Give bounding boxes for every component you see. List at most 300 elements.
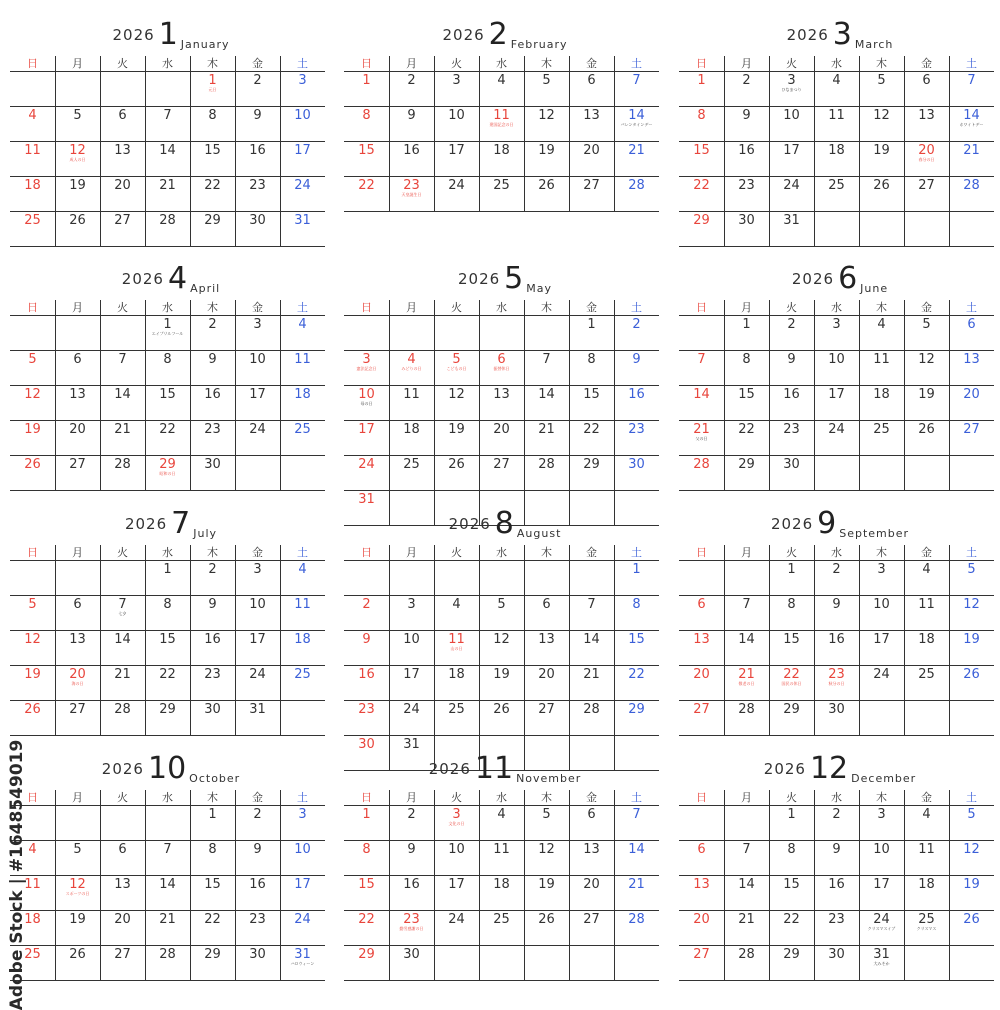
- day-cell: 28: [738, 947, 755, 962]
- day-cell: 2: [253, 73, 262, 88]
- day-cell: 18: [448, 667, 465, 682]
- grid-line: [389, 300, 390, 525]
- day-cell: 12: [24, 387, 41, 402]
- day-cell: 20: [583, 143, 600, 158]
- day-cell: 25: [918, 912, 935, 927]
- weekday-header: 水: [496, 301, 507, 314]
- day-cell: 6: [587, 807, 596, 822]
- weekday-header: 木: [541, 546, 552, 559]
- weekday-header: 日: [27, 301, 38, 314]
- day-cell: 13: [583, 842, 600, 857]
- day-cell: 28: [114, 457, 131, 472]
- day-cell: 28: [693, 457, 710, 472]
- day-cell: 17: [403, 667, 420, 682]
- month-header: [679, 8, 1000, 54]
- day-cell: 10: [873, 842, 890, 857]
- day-cell: 25: [24, 213, 41, 228]
- grid-line: [344, 700, 659, 701]
- month-number: 3: [832, 17, 852, 52]
- day-cell: 3: [832, 317, 841, 332]
- day-cell: 19: [918, 387, 935, 402]
- day-cell: 19: [538, 143, 555, 158]
- day-cell: 29: [783, 947, 800, 962]
- day-cell: 11: [294, 352, 311, 367]
- day-cell: 19: [69, 912, 86, 927]
- day-cell: 9: [253, 842, 262, 857]
- day-cell: 30: [628, 457, 645, 472]
- month-header: [344, 742, 666, 788]
- grid-line: [10, 106, 325, 107]
- weekday-header: 金: [921, 301, 932, 314]
- watermark-text: Adobe Stock | #1648549019: [7, 739, 27, 1010]
- grid-line: [10, 455, 325, 456]
- day-cell: 29: [358, 947, 375, 962]
- weekday-header: 土: [297, 57, 308, 70]
- weekday-header: 火: [117, 57, 128, 70]
- weekday-header: 木: [876, 546, 887, 559]
- day-cell: 1: [742, 317, 751, 332]
- day-cell: 3: [407, 597, 416, 612]
- grid-line: [344, 176, 659, 177]
- grid-line: [10, 71, 325, 72]
- month-header: [679, 742, 1000, 788]
- weekday-header: 日: [27, 546, 38, 559]
- day-cell: 17: [828, 387, 845, 402]
- grid-line: [679, 141, 994, 142]
- grid-line: [10, 665, 325, 666]
- day-cell: 9: [208, 352, 217, 367]
- day-note: 憲法記念日: [356, 366, 377, 371]
- grid-line: [679, 106, 994, 107]
- day-cell: 13: [538, 632, 555, 647]
- day-cell: 16: [204, 632, 221, 647]
- weekday-header: 日: [27, 791, 38, 804]
- month-header: [10, 8, 332, 54]
- day-cell: 30: [204, 457, 221, 472]
- month-header: [10, 252, 332, 298]
- day-cell: 8: [208, 108, 217, 123]
- day-cell: 17: [249, 632, 266, 647]
- day-cell: 20: [114, 912, 131, 927]
- weekday-header: 金: [252, 301, 263, 314]
- day-cell: 21: [628, 143, 645, 158]
- day-cell: 6: [697, 842, 706, 857]
- day-cell: 16: [358, 667, 375, 682]
- day-cell: 2: [407, 807, 416, 822]
- day-cell: 5: [28, 352, 37, 367]
- weekday-header: 水: [496, 57, 507, 70]
- stock-watermark: [2, 739, 32, 1010]
- day-cell: 12: [963, 597, 980, 612]
- month-september: [679, 497, 1000, 737]
- day-cell: 25: [403, 457, 420, 472]
- weekday-header: 月: [741, 57, 752, 70]
- day-cell: 15: [204, 877, 221, 892]
- day-note: 七夕: [118, 611, 127, 616]
- day-cell: 24: [873, 667, 890, 682]
- weekday-header: 金: [921, 57, 932, 70]
- grid-line: [679, 665, 994, 666]
- day-cell: 20: [69, 422, 86, 437]
- day-cell: 18: [918, 877, 935, 892]
- month-name: June: [860, 282, 889, 295]
- day-cell: 13: [114, 143, 131, 158]
- day-cell: 26: [24, 457, 41, 472]
- month-number: 2: [488, 17, 508, 52]
- day-cell: 4: [298, 562, 307, 577]
- day-cell: 24: [873, 912, 890, 927]
- weekday-header: 日: [696, 57, 707, 70]
- day-cell: 18: [493, 143, 510, 158]
- day-cell: 26: [538, 912, 555, 927]
- grid-line: [344, 71, 659, 72]
- day-cell: 4: [497, 807, 506, 822]
- year-label: 2026: [457, 270, 501, 288]
- day-cell: 16: [204, 387, 221, 402]
- day-note: 建国記念の日: [489, 122, 514, 127]
- grid-line: [344, 141, 659, 142]
- day-note: 山の日: [450, 646, 463, 651]
- month-header: [679, 497, 1000, 543]
- weekday-header: 金: [586, 546, 597, 559]
- weekday-header: 土: [631, 546, 642, 559]
- weekday-header: 土: [631, 301, 642, 314]
- day-note: スポーツの日: [65, 891, 90, 896]
- day-cell: 13: [493, 387, 510, 402]
- weekday-header: 金: [586, 57, 597, 70]
- day-cell: 7: [697, 352, 706, 367]
- day-cell: 31: [783, 213, 800, 228]
- weekday-header: 金: [252, 546, 263, 559]
- day-cell: 2: [208, 562, 217, 577]
- day-cell: 25: [828, 178, 845, 193]
- day-cell: 12: [24, 632, 41, 647]
- day-cell: 23: [249, 912, 266, 927]
- day-cell: 29: [204, 947, 221, 962]
- day-cell: 3: [362, 352, 371, 367]
- day-cell: 1: [632, 562, 641, 577]
- day-cell: 24: [294, 178, 311, 193]
- day-note: 勤労感謝の日: [399, 926, 424, 931]
- day-cell: 4: [922, 562, 931, 577]
- day-note: 文化の日: [448, 821, 465, 826]
- grid-line: [479, 300, 480, 525]
- day-cell: 28: [628, 178, 645, 193]
- grid-line: [10, 141, 325, 142]
- month-november: [344, 742, 666, 982]
- weekday-header: 火: [451, 791, 462, 804]
- day-cell: 3: [298, 807, 307, 822]
- day-cell: 10: [249, 597, 266, 612]
- day-cell: 21: [693, 422, 710, 437]
- month-august: [344, 497, 666, 752]
- day-cell: 27: [583, 912, 600, 927]
- day-cell: 22: [583, 422, 600, 437]
- day-cell: 1: [208, 73, 217, 88]
- day-cell: 19: [538, 877, 555, 892]
- month-march: [679, 8, 1000, 248]
- month-number: 11: [474, 751, 514, 786]
- day-note: 元日: [208, 87, 217, 92]
- day-cell: 3: [298, 73, 307, 88]
- weekday-header: 木: [207, 57, 218, 70]
- day-cell: 19: [963, 877, 980, 892]
- day-cell: 8: [787, 842, 796, 857]
- weekday-header: 日: [696, 546, 707, 559]
- day-cell: 7: [163, 842, 172, 857]
- day-cell: 9: [787, 352, 796, 367]
- day-cell: 20: [69, 667, 86, 682]
- day-cell: 20: [493, 422, 510, 437]
- weekday-header: 金: [586, 301, 597, 314]
- day-cell: 1: [697, 73, 706, 88]
- day-cell: 18: [918, 632, 935, 647]
- day-cell: 2: [407, 73, 416, 88]
- month-number: 4: [167, 261, 188, 296]
- day-cell: 5: [967, 562, 976, 577]
- day-cell: 2: [253, 807, 262, 822]
- day-cell: 16: [403, 877, 420, 892]
- day-cell: 9: [632, 352, 641, 367]
- day-cell: 4: [922, 807, 931, 822]
- month-february: [344, 8, 666, 248]
- day-cell: 27: [69, 457, 86, 472]
- weekday-header: 土: [966, 546, 977, 559]
- grid-line: [434, 545, 435, 770]
- month-name: March: [854, 38, 894, 51]
- day-cell: 19: [24, 422, 41, 437]
- weekday-header: 月: [72, 546, 83, 559]
- day-cell: 11: [24, 877, 41, 892]
- day-cell: 19: [963, 632, 980, 647]
- day-cell: 9: [832, 597, 841, 612]
- day-cell: 25: [493, 912, 510, 927]
- grid-line: [10, 700, 325, 701]
- day-cell: 29: [159, 702, 176, 717]
- day-note: ホワイトデー: [959, 122, 984, 127]
- day-cell: 24: [448, 178, 465, 193]
- day-cell: 5: [967, 807, 976, 822]
- weekday-header: 日: [361, 57, 372, 70]
- grid-line: [679, 840, 994, 841]
- day-cell: 29: [204, 213, 221, 228]
- day-note: 海の日: [71, 681, 84, 686]
- grid-line: [679, 910, 994, 911]
- day-cell: 26: [24, 702, 41, 717]
- day-cell: 31: [873, 947, 890, 962]
- day-cell: 4: [28, 842, 37, 857]
- weekday-header: 火: [786, 791, 797, 804]
- weekday-header: 月: [406, 791, 417, 804]
- grid-line: [344, 665, 659, 666]
- day-cell: 4: [452, 597, 461, 612]
- day-cell: 12: [873, 108, 890, 123]
- day-cell: 23: [204, 422, 221, 437]
- day-cell: 16: [738, 143, 755, 158]
- month-name: July: [193, 527, 218, 540]
- day-cell: 8: [163, 352, 172, 367]
- grid-line: [344, 420, 659, 421]
- day-cell: 21: [114, 422, 131, 437]
- day-cell: 24: [294, 912, 311, 927]
- day-cell: 8: [632, 597, 641, 612]
- day-cell: 21: [738, 912, 755, 927]
- weekday-header: 火: [451, 546, 462, 559]
- day-cell: 17: [294, 877, 311, 892]
- month-number: 8: [494, 506, 514, 541]
- day-cell: 31: [294, 213, 311, 228]
- grid-line: [10, 875, 325, 876]
- grid-line: [344, 560, 659, 561]
- day-cell: 10: [873, 597, 890, 612]
- day-cell: 27: [538, 702, 555, 717]
- day-cell: 13: [693, 877, 710, 892]
- grid-line: [344, 735, 659, 736]
- grid-line: [569, 300, 570, 525]
- grid-line: [679, 246, 994, 247]
- day-cell: 23: [403, 178, 420, 193]
- day-cell: 15: [358, 143, 375, 158]
- day-cell: 15: [159, 632, 176, 647]
- weekday-header: 月: [741, 546, 752, 559]
- day-cell: 24: [448, 912, 465, 927]
- day-cell: 30: [249, 947, 266, 962]
- day-cell: 26: [873, 178, 890, 193]
- day-cell: 8: [787, 597, 796, 612]
- day-cell: 13: [69, 632, 86, 647]
- day-cell: 3: [253, 317, 262, 332]
- day-cell: 15: [783, 877, 800, 892]
- grid-line: [679, 490, 994, 491]
- grid-line: [344, 980, 659, 981]
- grid-line: [344, 910, 659, 911]
- day-cell: 28: [583, 702, 600, 717]
- day-note: 秋分の日: [828, 681, 845, 686]
- day-cell: 15: [358, 877, 375, 892]
- day-cell: 22: [783, 667, 800, 682]
- month-april: [10, 252, 332, 492]
- day-note: みどりの日: [401, 366, 422, 371]
- year-label: 2026: [124, 515, 168, 533]
- day-cell: 9: [362, 632, 371, 647]
- day-cell: 27: [963, 422, 980, 437]
- weekday-header: 木: [876, 57, 887, 70]
- day-cell: 14: [114, 387, 131, 402]
- month-name: January: [180, 38, 230, 51]
- day-cell: 16: [249, 877, 266, 892]
- day-cell: 18: [294, 632, 311, 647]
- weekday-header: 火: [786, 546, 797, 559]
- month-number: 7: [171, 506, 191, 541]
- day-cell: 24: [249, 667, 266, 682]
- day-cell: 13: [69, 387, 86, 402]
- day-cell: 1: [787, 807, 796, 822]
- day-cell: 14: [628, 108, 645, 123]
- day-cell: 17: [294, 143, 311, 158]
- day-cell: 15: [783, 632, 800, 647]
- weekday-header: 木: [541, 301, 552, 314]
- day-cell: 13: [963, 352, 980, 367]
- grid-line: [679, 875, 994, 876]
- day-cell: 9: [253, 108, 262, 123]
- weekday-header: 火: [451, 57, 462, 70]
- year-label: 2026: [791, 270, 835, 288]
- day-cell: 24: [783, 178, 800, 193]
- grid-line: [344, 211, 659, 212]
- day-cell: 5: [542, 73, 551, 88]
- day-cell: 20: [693, 667, 710, 682]
- weekday-header: 水: [496, 791, 507, 804]
- day-cell: 18: [24, 912, 41, 927]
- weekday-header: 水: [831, 301, 842, 314]
- day-cell: 4: [497, 73, 506, 88]
- day-cell: 7: [118, 352, 127, 367]
- weekday-header: 木: [207, 791, 218, 804]
- day-cell: 19: [69, 178, 86, 193]
- day-cell: 1: [587, 317, 596, 332]
- day-cell: 17: [448, 143, 465, 158]
- grid-line: [614, 545, 615, 770]
- grid-line: [10, 735, 325, 736]
- day-cell: 1: [362, 73, 371, 88]
- day-cell: 8: [697, 108, 706, 123]
- day-cell: 6: [73, 352, 82, 367]
- day-cell: 6: [118, 842, 127, 857]
- month-header: [679, 252, 1000, 298]
- day-cell: 5: [28, 597, 37, 612]
- day-cell: 17: [249, 387, 266, 402]
- day-cell: 5: [73, 842, 82, 857]
- day-cell: 16: [783, 387, 800, 402]
- day-cell: 3: [787, 73, 796, 88]
- day-cell: 6: [587, 73, 596, 88]
- month-number: 9: [817, 506, 837, 541]
- weekday-header: 木: [207, 546, 218, 559]
- day-cell: 24: [403, 702, 420, 717]
- day-cell: 8: [742, 352, 751, 367]
- day-note: ひなまつり: [781, 87, 802, 92]
- day-cell: 23: [828, 667, 845, 682]
- day-cell: 26: [963, 912, 980, 927]
- day-cell: 7: [118, 597, 127, 612]
- day-cell: 16: [628, 387, 645, 402]
- day-cell: 7: [542, 352, 551, 367]
- day-cell: 1: [787, 562, 796, 577]
- grid-line: [679, 560, 994, 561]
- grid-line: [614, 300, 615, 525]
- month-name: February: [510, 38, 568, 51]
- weekday-header: 月: [406, 301, 417, 314]
- day-cell: 18: [24, 178, 41, 193]
- year-label: 2026: [112, 26, 155, 44]
- month-number: 5: [504, 261, 524, 296]
- day-cell: 30: [738, 213, 755, 228]
- day-cell: 4: [407, 352, 416, 367]
- day-cell: 3: [253, 562, 262, 577]
- day-cell: 19: [493, 667, 510, 682]
- day-cell: 14: [738, 632, 755, 647]
- day-note: クリスマス: [916, 926, 937, 931]
- day-cell: 12: [493, 632, 510, 647]
- day-cell: 21: [114, 667, 131, 682]
- day-note: 振替休日: [493, 366, 510, 371]
- grid-line: [679, 71, 994, 72]
- day-cell: 5: [922, 317, 931, 332]
- day-cell: 17: [783, 143, 800, 158]
- day-cell: 28: [159, 213, 176, 228]
- month-number: 1: [158, 17, 178, 52]
- grid-line: [10, 315, 325, 316]
